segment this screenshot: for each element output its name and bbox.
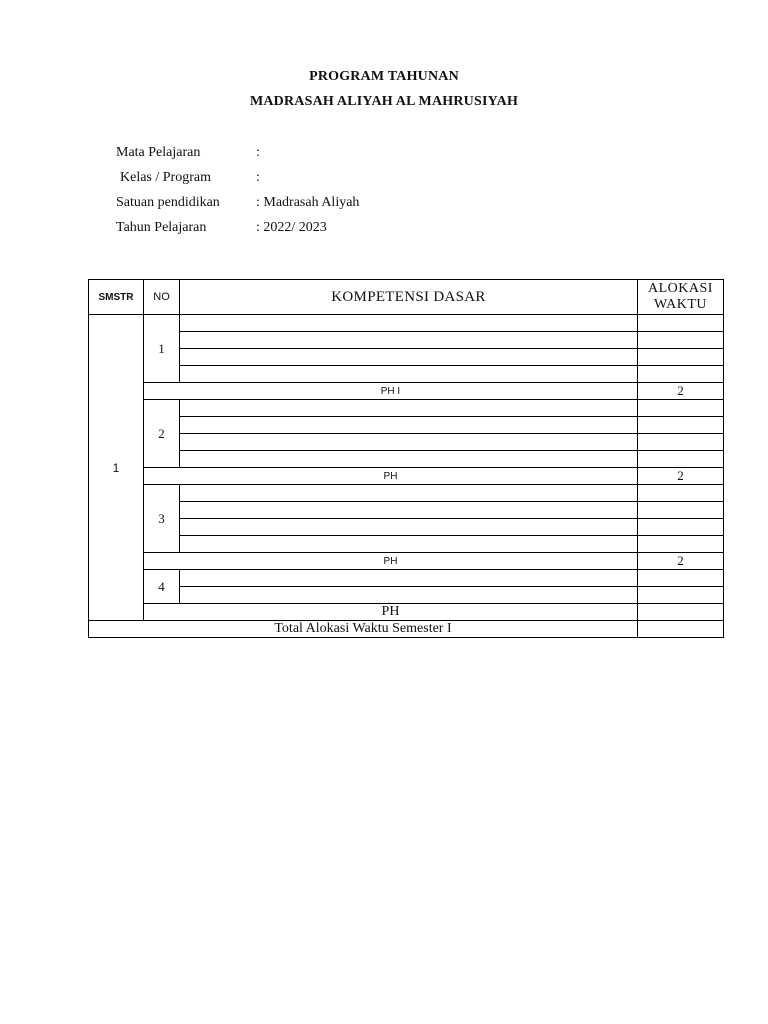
kd-cell xyxy=(180,536,638,553)
header-no: NO xyxy=(144,280,180,315)
info-label: Satuan pendidikan xyxy=(116,195,220,210)
table-row xyxy=(89,349,724,366)
info-value: : xyxy=(256,145,260,160)
kd-cell xyxy=(180,519,638,536)
table-row xyxy=(89,434,724,451)
aw-cell xyxy=(638,587,724,604)
ph-alokasi: 2 xyxy=(638,468,724,485)
group-no-cell: 1 xyxy=(144,315,180,383)
ph-alokasi: 2 xyxy=(638,553,724,570)
aw-cell xyxy=(638,349,724,366)
ph-alokasi xyxy=(638,604,724,621)
kd-cell xyxy=(180,502,638,519)
table-row xyxy=(89,587,724,604)
kd-cell xyxy=(180,349,638,366)
aw-cell xyxy=(638,502,724,519)
ph-label: PH I xyxy=(144,383,638,400)
total-label: Total Alokasi Waktu Semester I xyxy=(89,621,638,638)
header-alokasi-waktu xyxy=(638,280,724,315)
aw-cell xyxy=(638,519,724,536)
ph-label: PH xyxy=(144,468,638,485)
info-value: : 2022/ 2023 xyxy=(256,220,327,235)
info-label: Tahun Pelajaran xyxy=(116,220,207,235)
kd-cell xyxy=(180,434,638,451)
header-alokasi-line2: WAKTU xyxy=(653,297,708,312)
info-value: : Madrasah Aliyah xyxy=(256,195,360,210)
info-label: Kelas / Program xyxy=(120,170,211,185)
kd-cell xyxy=(180,570,638,587)
aw-cell xyxy=(638,315,724,332)
kd-cell xyxy=(180,315,638,332)
group-no-cell: 4 xyxy=(144,570,180,604)
aw-cell xyxy=(638,332,724,349)
aw-cell xyxy=(638,570,724,587)
ph-row xyxy=(89,553,724,570)
info-value: : xyxy=(256,170,260,185)
header-alokasi-line1: ALOKASI xyxy=(648,281,713,296)
ph-row xyxy=(89,383,724,400)
header-kompetensi-dasar: KOMPETENSI DASAR xyxy=(180,280,638,315)
kd-cell xyxy=(180,587,638,604)
kd-cell xyxy=(180,332,638,349)
kd-cell xyxy=(180,400,638,417)
info-label: Mata Pelajaran xyxy=(116,145,201,160)
table-row xyxy=(89,366,724,383)
table-row xyxy=(89,570,724,587)
total-value xyxy=(638,621,724,638)
header-smstr: SMSTR xyxy=(89,280,144,315)
kd-cell xyxy=(180,366,638,383)
table-row xyxy=(89,536,724,553)
document-title: PROGRAM TAHUNAN xyxy=(309,69,459,84)
aw-cell xyxy=(638,366,724,383)
group-no-cell: 3 xyxy=(144,485,180,553)
table-header-row xyxy=(89,280,724,315)
aw-cell xyxy=(638,434,724,451)
aw-cell xyxy=(638,417,724,434)
kd-cell xyxy=(180,451,638,468)
aw-cell xyxy=(638,485,724,502)
kd-cell xyxy=(180,485,638,502)
table-row xyxy=(89,502,724,519)
semester-cell: 1 xyxy=(89,315,144,621)
group-no-cell: 2 xyxy=(144,400,180,468)
kd-cell xyxy=(180,417,638,434)
ph-label: PH xyxy=(144,604,638,621)
ph-row xyxy=(89,604,724,621)
school-name: MADRASAH ALIYAH AL MAHRUSIYAH xyxy=(249,94,519,109)
total-row xyxy=(89,621,724,638)
ph-alokasi: 2 xyxy=(638,383,724,400)
table-row xyxy=(89,332,724,349)
aw-cell xyxy=(638,451,724,468)
table-row xyxy=(89,451,724,468)
ph-row xyxy=(89,468,724,485)
table-row xyxy=(89,315,724,332)
program-table xyxy=(88,279,724,638)
table-row xyxy=(89,400,724,417)
aw-cell xyxy=(638,536,724,553)
ph-label: PH xyxy=(144,553,638,570)
table-row xyxy=(89,485,724,502)
aw-cell xyxy=(638,400,724,417)
table-row xyxy=(89,519,724,536)
table-row xyxy=(89,417,724,434)
